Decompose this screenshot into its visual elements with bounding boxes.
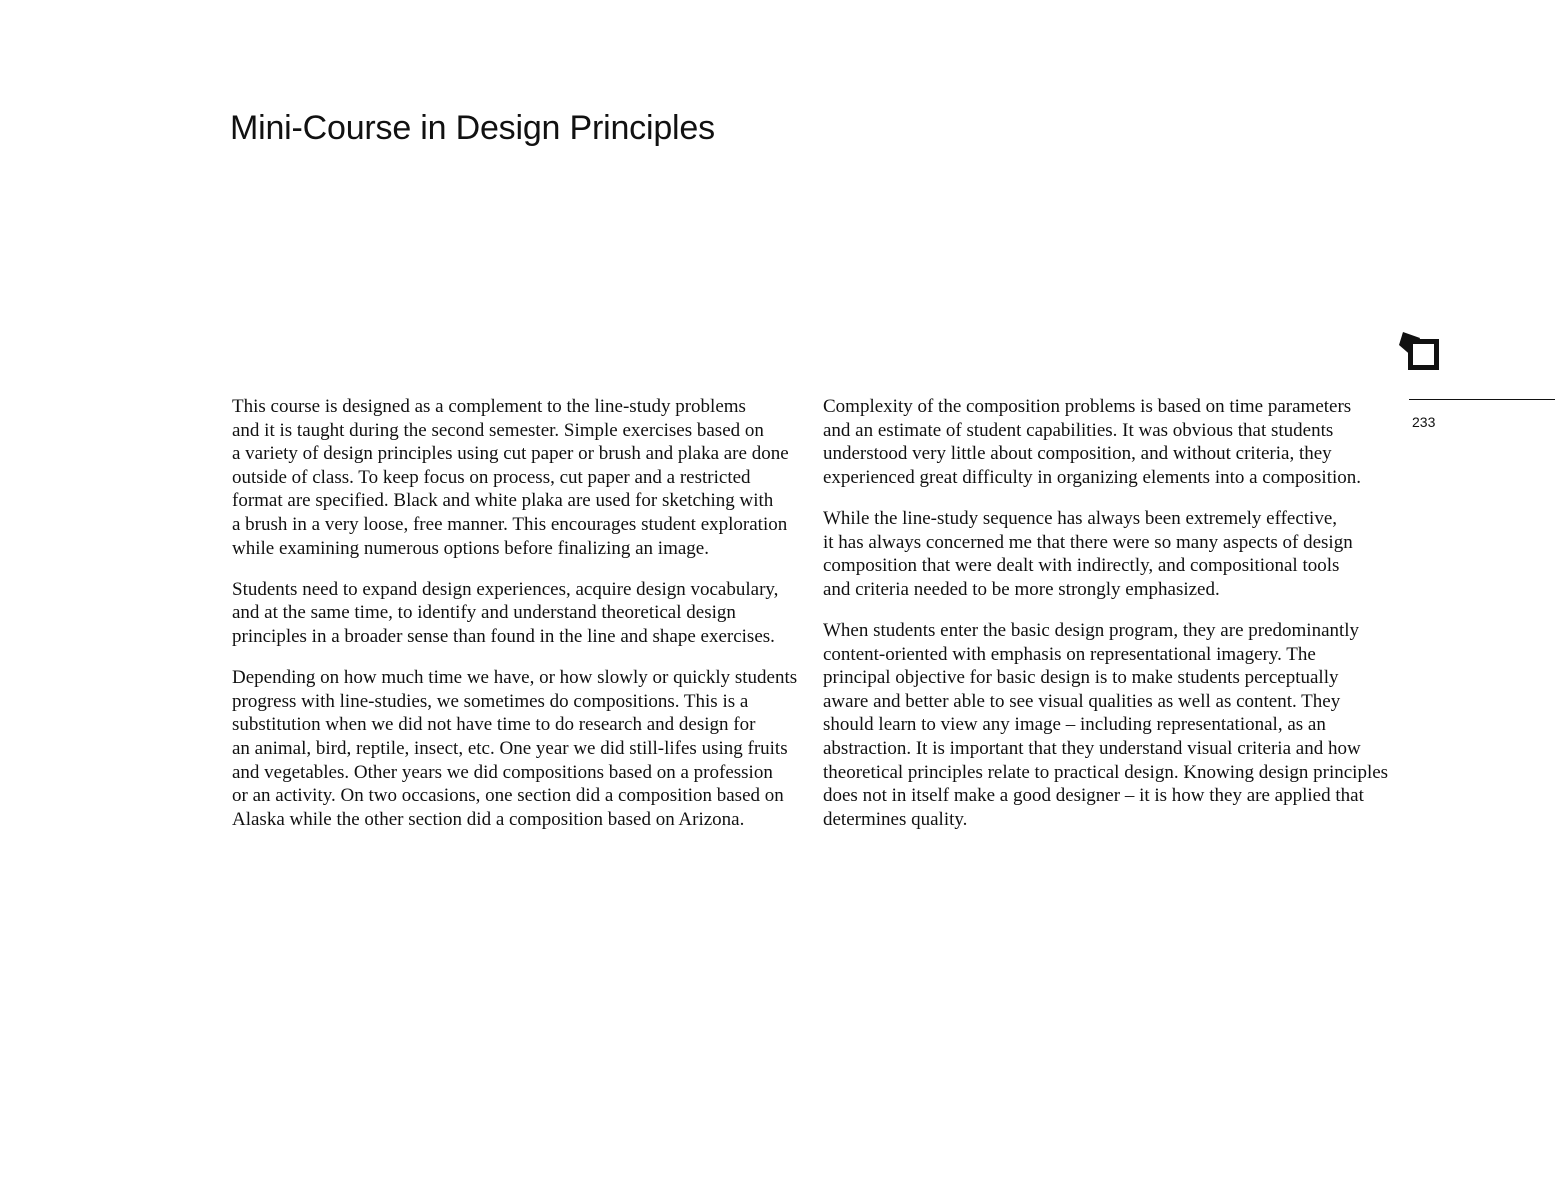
text-line: Depending on how much time we have, or how slowly or quickly students (232, 667, 798, 689)
text-line: This course is designed as a complement to the line-study problems (232, 396, 746, 417)
square-frames-logo-icon (1398, 330, 1440, 372)
text-line: should learn to view any image – including representational, as an (823, 714, 1326, 736)
text-line: aware and better able to see visual qualities as well as content. They (823, 690, 1341, 712)
text-line: progress with line-studies, we sometimes do compositions. This is a (232, 690, 749, 712)
text-line: does not in itself make a good designer – it is how they are applied that (823, 785, 1364, 807)
text-line: composition that were dealt with indirectly, and compositional tools (823, 555, 1340, 577)
text-line: an animal, bird, reptile, insect, etc. One year we did still-lifes using fruits (232, 737, 788, 759)
text-line: and criteria needed to be more strongly emphasized. (823, 578, 1220, 600)
text-line: while examining numerous options before finalizing an image. (232, 537, 709, 559)
text-line: Complexity of the composition problems is based on time parameters (823, 396, 1352, 417)
text-line: While the line-study sequence has always been extremely effective, (823, 507, 1338, 529)
text-line: a brush in a very loose, free manner. This encourages student exploration (232, 513, 788, 535)
text-line: and at the same time, to identify and understand theoretical design (232, 602, 736, 624)
paragraph (232, 578, 802, 649)
margin-rule (1409, 399, 1555, 400)
paragraph (823, 507, 1383, 601)
text-line: it has always concerned me that there were so many aspects of design (823, 531, 1353, 553)
paragraph (823, 619, 1389, 831)
text-line: abstraction. It is important that they understand visual criteria and how (823, 737, 1361, 759)
text-line: principal objective for basic design is to make students perceptually (823, 667, 1339, 689)
text-line: content-oriented with emphasis on representational imagery. The (823, 643, 1316, 665)
paragraph (232, 666, 802, 831)
page-number: 233 (1412, 414, 1436, 430)
text-line: experienced great difficulty in organizing elements into a composition. (823, 466, 1362, 488)
text-line: understood very little about composition, and without criteria, they (823, 443, 1332, 465)
text-line: theoretical principles relate to practical design. Knowing design principles (823, 761, 1389, 783)
text-column-right (823, 395, 1389, 849)
text-line: Alaska while the other section did a composition based on Arizona. (232, 808, 745, 830)
text-line: principles in a broader sense than found in the line and shape exercises. (232, 625, 775, 647)
text-line: a variety of design principles using cut paper or brush and plaka are done (232, 443, 789, 465)
text-line: substitution when we did not have time to do research and design for (232, 714, 756, 736)
text-line: determines quality. (823, 808, 968, 830)
page-title: Mini-Course in Design Principles (230, 109, 715, 147)
text-line: or an activity. On two occasions, one section did a composition based on (232, 785, 784, 807)
text-line: and an estimate of student capabilities. It was obvious that students (823, 419, 1334, 441)
text-line: and it is taught during the second semester. Simple exercises based on (232, 419, 764, 441)
text-line: When students enter the basic design program, they are predominantly (823, 619, 1360, 641)
text-line: Students need to expand design experiences, acquire design vocabulary, (232, 578, 779, 600)
text-line: outside of class. To keep focus on process, cut paper and a restricted (232, 466, 751, 488)
paragraph (232, 395, 802, 560)
text-line: and vegetables. Other years we did compositions based on a profession (232, 761, 773, 783)
text-line: format are specified. Black and white plaka are used for sketching with (232, 490, 774, 512)
paragraph (823, 395, 1383, 489)
text-column-left (232, 395, 802, 849)
